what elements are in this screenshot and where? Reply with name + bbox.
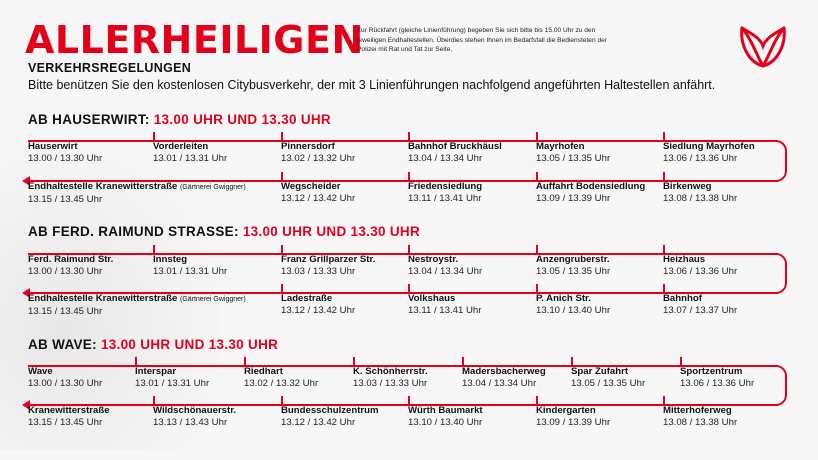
stop-name-text: Volkshaus: [408, 293, 456, 304]
stop-outbound: [663, 141, 755, 165]
page-subtitle: VERKEHRSREGELUNGEN: [28, 61, 192, 75]
stop-name: [281, 293, 355, 305]
stop-name: Interspar: [135, 366, 177, 377]
stop-name: Madersbacherweg: [462, 366, 546, 377]
stop-name: [663, 293, 737, 305]
stop-name: [28, 405, 110, 417]
stop-outbound: [536, 254, 610, 278]
stop-name: [281, 405, 379, 417]
stop-name: Bahnhof Bruckhäusl: [408, 141, 502, 152]
stop-time: 13.03 / 13.33 Uhr: [281, 266, 356, 277]
stop-outbound: [408, 254, 482, 278]
route-turnaround: [776, 140, 787, 182]
section-heading: [28, 112, 331, 127]
stop-time: 13.10 / 13.40 Uhr: [408, 417, 483, 428]
stop-outbound: [153, 141, 227, 165]
stop-name: Wave: [28, 366, 53, 377]
stop-time: 13.04 / 13.34 Uhr: [408, 153, 483, 164]
route-turnaround: [776, 253, 787, 294]
stop-time: 13.09 / 13.39 Uhr: [536, 193, 611, 204]
stop-time: 13.07 / 13.37 Uhr: [663, 305, 738, 316]
stop-name-text: Auffahrt Bodensiedlung: [536, 181, 646, 192]
stop-return: [281, 293, 355, 317]
stop-time: 13.04 / 13.34 Uhr: [408, 266, 483, 277]
stop-name: Heizhaus: [663, 254, 706, 265]
section-heading: [28, 337, 278, 352]
stop-outbound: [571, 366, 645, 390]
stop-name: Anzengruberstr.: [536, 254, 610, 265]
stop-name: [281, 181, 355, 193]
stop-outbound: [408, 141, 502, 165]
stop-time: 13.01 / 13.31 Uhr: [135, 378, 210, 389]
stop-name: Hauserwirt: [28, 141, 78, 152]
stop-name: Riedhart: [244, 366, 283, 377]
stop-time: 13.00 / 13.30 Uhr: [28, 266, 103, 277]
stop-time: 13.01 / 13.31 Uhr: [153, 153, 228, 164]
stop-name: Spar Zufahrt: [571, 366, 629, 377]
stop-return: [281, 181, 355, 205]
stop-name-text: Bundesschulzentrum: [281, 405, 379, 416]
stop-name-extra: (Gärtnerei Gwiggner): [179, 296, 246, 303]
page-title: ALLERHEILIGEN: [25, 18, 364, 62]
stop-time: 13.02 / 13.32 Uhr: [244, 378, 319, 389]
stop-name-extra: (Gärtnerei Gwiggner): [179, 184, 246, 191]
stop-time: 13.05 / 13.35 Uhr: [536, 266, 611, 277]
stop-return: [663, 405, 737, 429]
stop-time: 13.08 / 13.38 Uhr: [663, 193, 738, 204]
stop-return: [153, 405, 236, 429]
stop-outbound: [536, 141, 610, 165]
stop-time: 13.11 / 13.41 Uhr: [408, 305, 482, 316]
stop-name: Nestroystr.: [408, 254, 459, 265]
stop-return: [28, 293, 246, 318]
stop-name-text: Wildschönauerstr.: [153, 405, 237, 416]
stop-return: [408, 181, 482, 205]
stop-outbound: [135, 366, 209, 390]
stop-name: [28, 293, 246, 306]
stop-outbound: [244, 366, 318, 390]
stop-name-text: Friedensiedlung: [408, 181, 483, 192]
stop-return: [536, 181, 645, 205]
section-time: 13.00 UHR UND 13.30 UHR: [100, 337, 279, 352]
stop-time: 13.05 / 13.35 Uhr: [571, 378, 646, 389]
stop-name: [153, 405, 236, 417]
stop-time: 13.06 / 13.36 Uhr: [680, 378, 755, 389]
stop-name: [536, 405, 610, 417]
stop-name-text: Bahnhof: [663, 293, 702, 304]
stop-name: Franz Grillparzer Str.: [281, 254, 376, 265]
stop-name: Innsteg: [153, 254, 188, 265]
stop-return: [536, 293, 610, 317]
stop-time: 13.05 / 13.35 Uhr: [536, 153, 611, 164]
section-time: 13.00 UHR UND 13.30 UHR: [153, 112, 331, 127]
section-label: AB WAVE:: [28, 337, 101, 352]
stop-time: 13.12 / 13.42 Uhr: [281, 193, 356, 204]
stop-time: 13.12 / 13.42 Uhr: [281, 305, 356, 316]
return-note: Zur Rückfahrt (gleiche Linienführung) begeben Sie sich bitte bis 15.00 Uhr zu den jeweiligen Endhaltestellen. Überdies stehen Ihnen im Bedarfsfall die Bediensteten der Polizei mit Rat und Tat zur Seite.: [357, 27, 607, 54]
stop-name: [408, 293, 481, 305]
stop-name-text: Endhaltestelle Kranewitterstraße: [28, 181, 178, 192]
section-label: AB FERD. RAIMUND STRASSE:: [28, 224, 243, 239]
stop-time: 13.06 / 13.36 Uhr: [663, 266, 738, 277]
stop-outbound: [680, 366, 754, 390]
stop-time: 13.15 / 13.45 Uhr: [28, 194, 103, 205]
stop-return: [408, 293, 481, 317]
stop-name-text: Endhaltestelle Kranewitterstraße: [28, 293, 178, 304]
stop-name: [663, 181, 737, 193]
route-turnaround: [776, 365, 787, 406]
section-time: 13.00 UHR UND 13.30 UHR: [242, 224, 421, 239]
stop-name: K. Schönherrstr.: [353, 366, 428, 377]
stop-name: Ferd. Raimund Str.: [28, 254, 114, 265]
stop-time: 13.00 / 13.30 Uhr: [28, 153, 103, 164]
stop-time: 13.04 / 13.34 Uhr: [462, 378, 537, 389]
stop-time: 13.02 / 13.32 Uhr: [281, 153, 356, 164]
stop-time: 13.06 / 13.36 Uhr: [663, 153, 738, 164]
stop-time: 13.03 / 13.33 Uhr: [353, 378, 428, 389]
stop-name-text: Kranewitterstraße: [28, 405, 110, 416]
stop-name: [408, 405, 483, 417]
stop-name-text: Wegscheider: [281, 181, 341, 192]
stop-time: 13.08 / 13.38 Uhr: [663, 417, 738, 428]
stop-time: 13.13 / 13.43 Uhr: [153, 417, 228, 428]
stop-time: 13.15 / 13.45 Uhr: [28, 417, 103, 428]
stop-outbound: [663, 254, 737, 278]
stop-outbound: [462, 366, 546, 390]
stop-name: [28, 181, 246, 194]
stop-return: [663, 293, 737, 317]
stop-name-text: P. Anich Str.: [536, 293, 591, 304]
stop-time: 13.01 / 13.31 Uhr: [153, 266, 228, 277]
stop-time: 13.09 / 13.39 Uhr: [536, 417, 611, 428]
stop-name: Vorderleiten: [153, 141, 209, 152]
stop-name: [663, 405, 737, 417]
intro-text: Bitte benützen Sie den kostenlosen Citybusverkehr, der mit 3 Linienführungen nachfolgend angeführten Haltestellen anfährt.: [28, 78, 716, 92]
section-label: AB HAUSERWIRT:: [28, 112, 154, 127]
stop-return: [28, 405, 110, 429]
stop-outbound: [281, 141, 355, 165]
stop-return: [28, 181, 246, 206]
section-heading: [28, 224, 420, 239]
stop-return: [408, 405, 483, 429]
stop-name: Mayrhofen: [536, 141, 585, 152]
stop-name: Siedlung Mayrhofen: [663, 141, 755, 152]
stop-name-text: Birkenweg: [663, 181, 712, 192]
stop-return: [536, 405, 610, 429]
stop-name: Pinnersdorf: [281, 141, 335, 152]
stop-outbound: [281, 254, 375, 278]
stop-name: [536, 181, 645, 193]
stop-outbound: [28, 254, 113, 278]
stop-outbound: [353, 366, 428, 390]
stop-name-text: Mitterhoferweg: [663, 405, 732, 416]
stop-return: [663, 181, 737, 205]
stop-name: Sportzentrum: [680, 366, 743, 377]
stop-outbound: [153, 254, 227, 278]
stop-time: 13.00 / 13.30 Uhr: [28, 378, 103, 389]
stop-outbound: [28, 366, 102, 390]
stop-return: [281, 405, 379, 429]
stop-time: 13.12 / 13.42 Uhr: [281, 417, 356, 428]
stop-name: [408, 181, 482, 193]
stop-name-text: Kindergarten: [536, 405, 596, 416]
stop-time: 13.10 / 13.40 Uhr: [536, 305, 611, 316]
stop-name-text: Ladestraße: [281, 293, 333, 304]
stop-time: 13.15 / 13.45 Uhr: [28, 306, 103, 317]
stop-outbound: [28, 141, 102, 165]
stop-name-text: Würth Baumarkt: [408, 405, 483, 416]
stop-time: 13.11 / 13.41 Uhr: [408, 193, 482, 204]
brand-logo-icon: [738, 24, 788, 70]
stop-name: [536, 293, 610, 305]
